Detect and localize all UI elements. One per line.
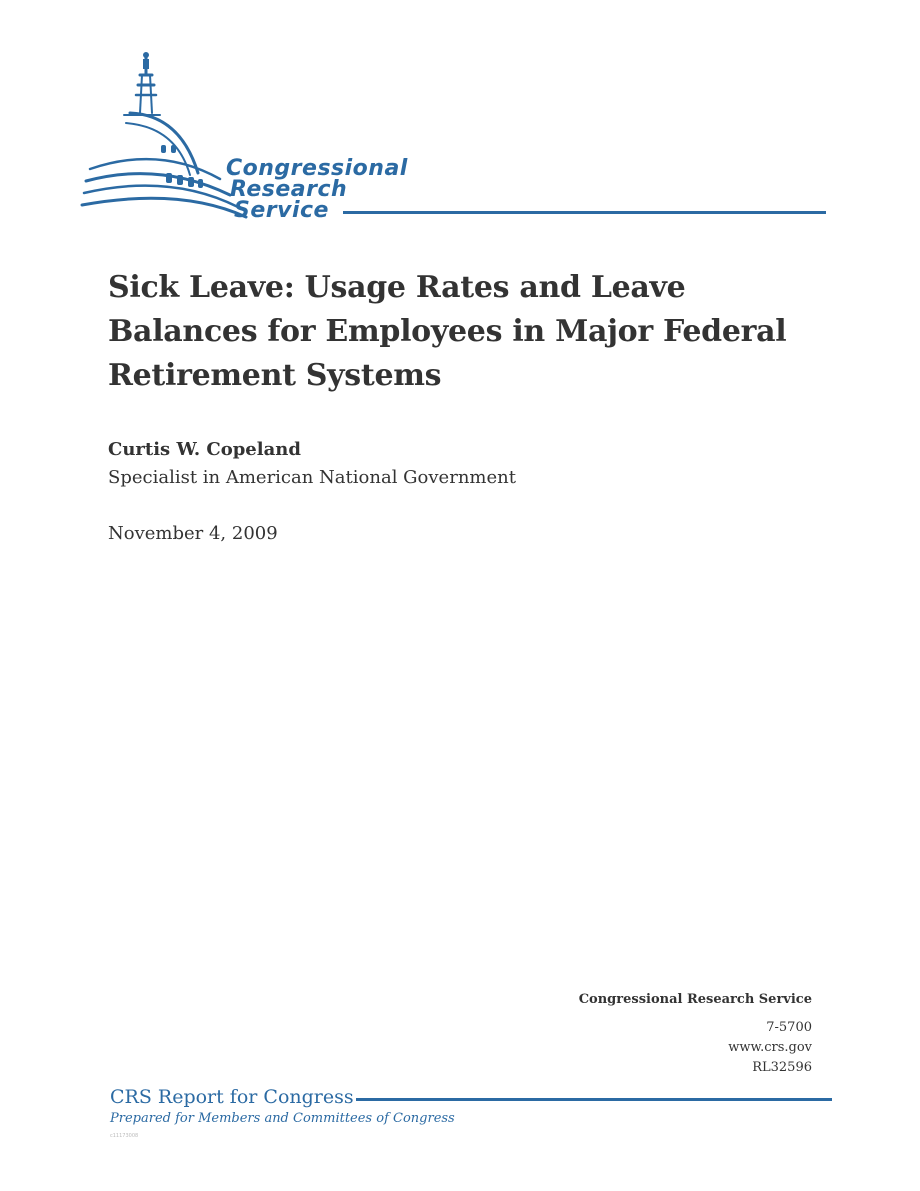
logo-text-congressional: Congressional [226, 156, 408, 181]
document-code: c11173008 [110, 1133, 139, 1139]
info-organization: Congressional Research Service [578, 992, 812, 1007]
crs-info-block [579, 990, 812, 1078]
author-position: Specialist in American National Government [108, 467, 516, 488]
crs-logo [80, 45, 840, 230]
report-title: Sick Leave: Usage Rates and Leave Balances for Employees in Major Federal Retirement Systems [108, 270, 787, 393]
footer-title: CRS Report for Congress [110, 1086, 354, 1108]
logo-text-research: Research [230, 177, 348, 202]
info-website: www.crs.gov [728, 1040, 812, 1055]
author-name: Curtis W. Copeland [108, 439, 301, 460]
footer-subtitle: Prepared for Members and Committees of Congress [110, 1111, 455, 1126]
logo-rule [343, 211, 826, 214]
footer-rule [356, 1098, 832, 1101]
info-phone: 7-5700 [766, 1020, 812, 1035]
info-report-number: RL32596 [752, 1060, 812, 1075]
report-date: November 4, 2009 [108, 523, 278, 544]
logo-text-service: Service [234, 198, 329, 223]
